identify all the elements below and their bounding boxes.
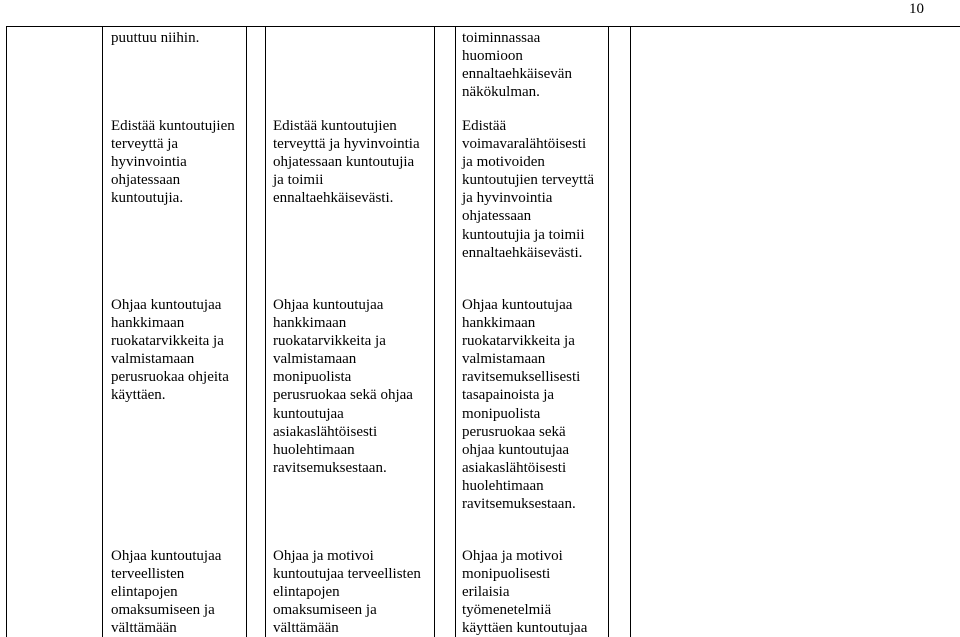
- cell-r3-c1: Ohjaa kuntoutujaa terveellisten elintapojen omaksumiseen ja välttämään: [111, 548, 222, 637]
- cell-r3-c3: Ohjaa ja motivoi monipuolisesti erilaisia työmenetelmiä käyttäen kuntoutujaa: [462, 548, 588, 637]
- column-divider: [630, 26, 631, 637]
- page-number: 10: [909, 1, 924, 17]
- cell-r2-c2: Ohjaa kuntoutujaa hankkimaan ruokatarvikkeita ja valmistamaan monipuolista perusruokaa sekä ohjaa kuntoutujaa asiakaslähtöisesti huolehtimaan ravitsemuksestaan.: [273, 297, 413, 476]
- cell-r1-c3: Edistää voimavaralähtöisesti ja motivoiden kuntoutujien terveyttä ja hyvinvointia ohjatessaan kuntoutujia ja toimii ennaltaehkäisevästi.: [462, 118, 595, 261]
- cell-r1-c1: Edistää kuntoutujien terveyttä ja hyvinvointia ohjatessaan kuntoutujia.: [111, 118, 235, 207]
- cell-r0-c1: puuttuu niihin.: [111, 30, 200, 46]
- table-top-border: [6, 26, 960, 27]
- column-divider: [265, 26, 266, 637]
- column-divider: [246, 26, 247, 637]
- column-divider: [434, 26, 435, 637]
- column-divider: [608, 26, 609, 637]
- cell-r2-c1: Ohjaa kuntoutujaa hankkimaan ruokatarvikkeita ja valmistamaan perusruokaa ohjeita käyttäen.: [111, 297, 229, 404]
- column-divider: [6, 26, 7, 637]
- column-divider: [455, 26, 456, 637]
- column-divider: [102, 26, 103, 637]
- cell-r1-c2: Edistää kuntoutujien terveyttä ja hyvinvointia ohjatessaan kuntoutujia ja toimii ennaltaehkäisevästi.: [273, 118, 420, 207]
- cell-r0-c3: toiminnassaa huomioon ennaltaehkäisevän näkökulman.: [462, 30, 572, 101]
- cell-r3-c2: Ohjaa ja motivoi kuntoutujaa terveellisten elintapojen omaksumiseen ja välttämään: [273, 548, 421, 637]
- cell-r2-c3: Ohjaa kuntoutujaa hankkimaan ruokatarvikkeita ja valmistamaan ravitsemuksellisesti tasapainoista ja monipuolista perusruokaa sekä ohjaa kuntoutujaa asiakaslähtöisesti huolehtimaan ravitsemuksestaan.: [462, 297, 581, 513]
